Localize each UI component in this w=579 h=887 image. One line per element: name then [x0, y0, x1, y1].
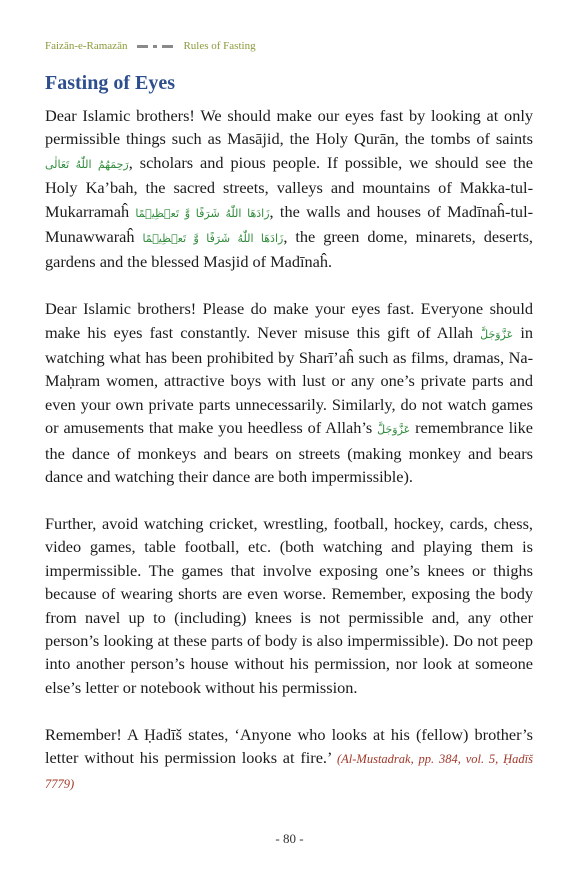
arabic-supplication: رَحِمَهُمُ اللّٰهُ تَعَالٰی: [45, 157, 129, 171]
arabic-honorific: عَزَّوَجَلَّ: [480, 327, 514, 341]
arabic-honorific: عَزَّوَجَلَّ: [377, 423, 411, 437]
header-separator: [137, 45, 173, 48]
paragraph-1: Dear Islamic brothers! We should make our eyes fast by looking at only permissible things such as Masājid, the Holy Qurān, the tombs of saints رَحِمَهُمُ اللّٰهُ تَعَالٰی, scholars and pious people. If possible, we should see the Holy Ka’bah, the sacred streets, valleys and mountains of Makka-tul-Mukarramaĥ زَادَهَا اللّٰهُ شَرَفًا وَّ تَعۡظِیۡمًا, the walls and houses of Madīnaĥ-tul-Munawwaraĥ زَادَهَا اللّٰهُ شَرَفًا وَّ تَعۡظِیۡمًا, the green dome, minarets, deserts, gardens and the blessed Masjid of Madīnaĥ.: [45, 106, 534, 272]
citation: (Al-Mustadrak, pp. 384, vol. 5, Ḥadīš 7779): [45, 751, 533, 792]
running-header: [45, 38, 256, 54]
paragraph-4: Remember! A Ḥadīš states, ‘Anyone who looks at his (fellow) brother’s letter without his permission looks at fire.’ (Al-Mustadrak, pp. 384, vol. 5, Ḥadīš 7779): [45, 724, 533, 792]
chapter-title: Rules of Fasting: [183, 40, 256, 52]
section-heading: Fasting of Eyes: [45, 72, 175, 94]
paragraph-2: Dear Islamic brothers! Please do make your eyes fast. Everyone should make his eyes fast constantly. Never misuse this gift of Allah عَزَّوَجَلَّ in watching what has been prohibited by Sharī’aĥ such as films, dramas, Na-Maḥram women, attractive boys with lust or any one’s private parts and even your own private parts unnecessarily. Similarly, do not watch games or amusements that make you heedless of Allah’s عَزَّوَجَلَّ remembrance like the dance of monkeys and bears on streets (making monkey and bears dance and watching their dance are both impermissible).: [45, 299, 534, 487]
arabic-supplication: زَادَهَا اللّٰهُ شَرَفًا وَّ تَعۡظِیۡمًا: [142, 232, 284, 246]
book-title: Faizān-e-Ramazān: [45, 40, 128, 52]
page-body: [45, 104, 533, 820]
paragraph-3: Further, avoid watching cricket, wrestling, football, hockey, cards, chess, video games, table football, etc. (both watching and playing them is impermissible. The games that involve exposing one’s knees or thighs because of wearing shorts are even worse. Remember, exposing the body from navel up to (including) knees is not permissible and, any other person’s looking at these parts of body is also impermissible). Do not peep into another person’s house without his permission, nor look at someone else’s letter or notebook without his permission.: [45, 513, 533, 697]
page-number: - 80 -: [275, 831, 304, 846]
arabic-supplication: زَادَهَا اللّٰهُ شَرَفًا وَّ تَعۡظِیۡمًا: [135, 206, 270, 220]
